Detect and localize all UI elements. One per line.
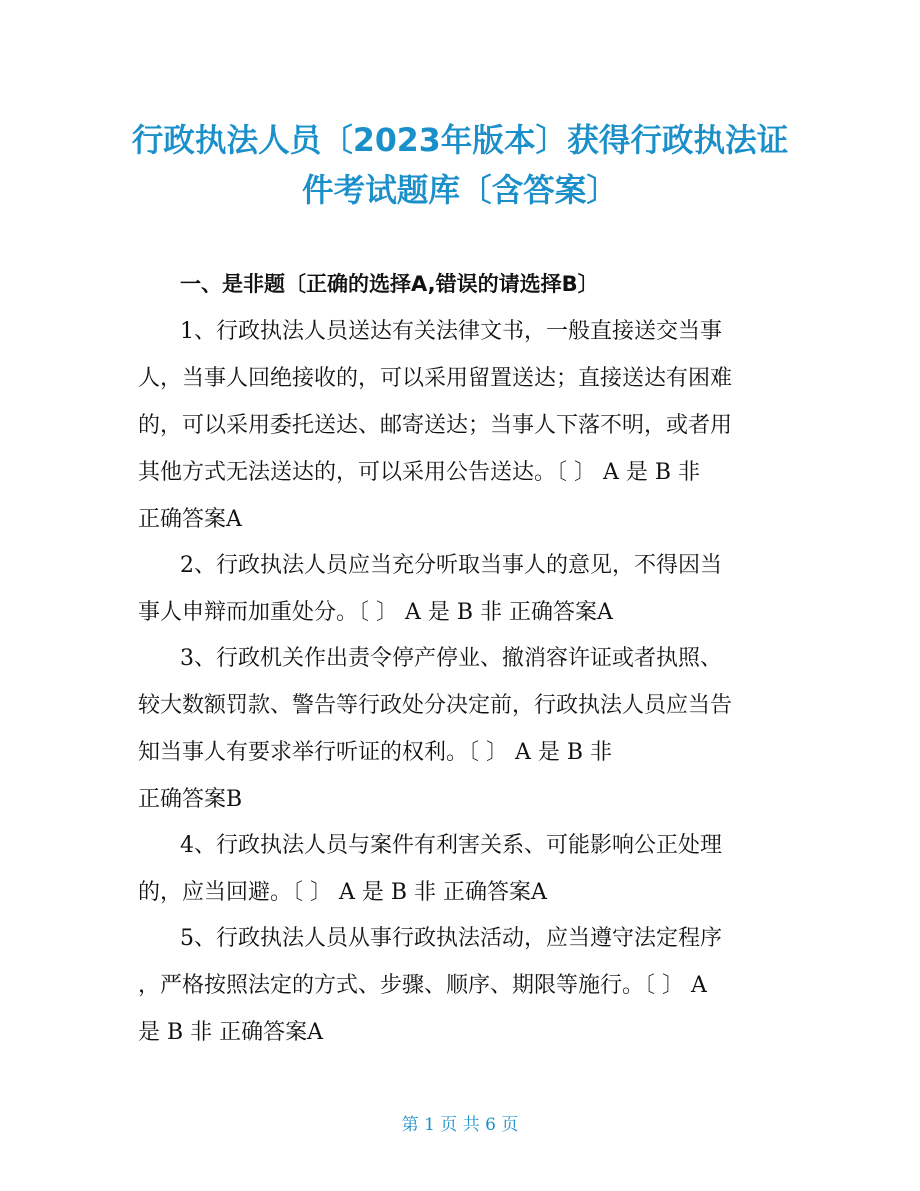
page-footer: 第 1 页 共 6 页 — [401, 1115, 519, 1135]
question-3-line-2: 较大数额罚款、警告等行政处分决定前，行政执法人员应当告 — [138, 693, 733, 718]
question-1-line-3: 的，可以采用委托送达、邮寄送达；当事人下落不明，或者用 — [138, 413, 733, 438]
question-1-line-2: 人，当事人回绝接收的，可以采用留置送达；直接送达有困难 — [138, 366, 733, 391]
section-heading: 一、是非题〔正确的选择A,错误的请选择B〕 — [180, 272, 599, 296]
question-5-line-3: 是 B 非 正确答案A — [138, 1020, 324, 1045]
document-title-line-1: 行政执法人员〔2023年版本〕获得行政执法证 — [131, 123, 789, 159]
question-1-answer: 正确答案A — [138, 507, 242, 532]
question-2-line-2: 事人申辩而加重处分。〔 〕 A 是 B 非 正确答案A — [138, 600, 613, 625]
question-3-line-1: 3、行政机关作出责令停产停业、撤消容许证或者执照、 — [180, 646, 722, 671]
question-5-line-1: 5、行政执法人员从事行政执法活动，应当遵守法定程序 — [180, 926, 722, 951]
question-4-line-1: 4、行政执法人员与案件有利害关系、可能影响公正处理 — [180, 833, 722, 858]
question-1-line-4: 其他方式无法送达的，可以采用公告送达。〔 〕 A 是 B 非 — [138, 460, 701, 485]
question-3-line-3: 知当事人有要求举行听证的权利。〔 〕 A 是 B 非 — [138, 740, 613, 765]
question-4-line-2: 的，应当回避。〔 〕 A 是 B 非 正确答案A — [138, 880, 547, 905]
question-5-line-2: ，严格按照法定的方式、步骤、顺序、期限等施行。〔 〕 A — [138, 973, 707, 998]
question-1-line-1: 1、行政执法人员送达有关法律文书，一般直接送交当事 — [180, 319, 722, 344]
question-2-line-1: 2、行政执法人员应当充分听取当事人的意见，不得因当 — [180, 553, 722, 578]
question-3-answer: 正确答案B — [138, 787, 243, 812]
document-title-line-2: 件考试题库〔含答案〕 — [302, 173, 618, 209]
